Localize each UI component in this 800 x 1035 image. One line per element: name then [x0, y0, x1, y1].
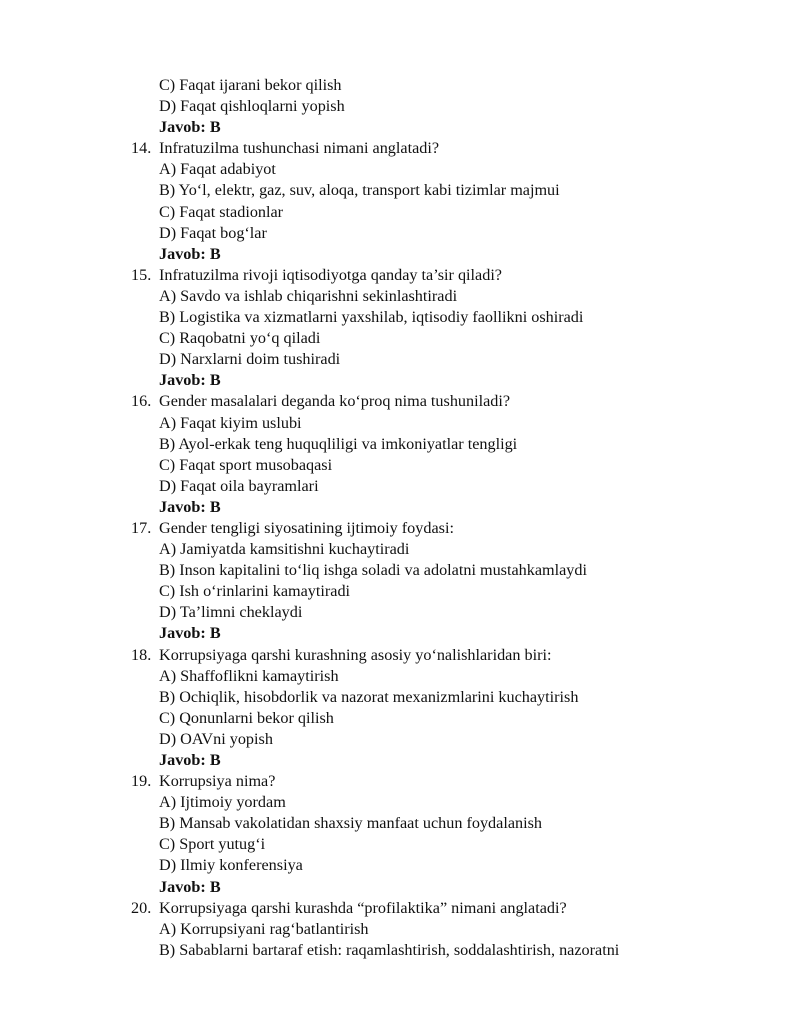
option-d: D) Ilmiy konferensiya: [159, 856, 303, 875]
question-body: Korrupsiyaga qarshi kurashda “profilaktika” nimani anglatadi?: [159, 898, 567, 917]
question-number: 15.: [131, 265, 152, 284]
answer: Javob: B: [159, 497, 221, 516]
question-number: 19.: [131, 772, 152, 791]
question-body: Gender tengligi siyosatining ijtimoiy foydasi:: [159, 518, 454, 537]
option-a: A) Ijtimoiy yordam: [159, 793, 286, 812]
answer: Javob: B: [159, 118, 221, 137]
option-d: D) Faqat oila bayramlari: [159, 476, 319, 495]
question-body: Infratuzilma rivoji iqtisodiyotga qanday ta’sir qiladi?: [159, 265, 502, 284]
question-body: Korrupsiyaga qarshi kurashning asosiy yo‘nalishlaridan biri:: [159, 645, 552, 664]
question-body: Korrupsiya nima?: [159, 772, 276, 791]
question-17: [0, 518, 800, 645]
option-b: B) Ochiqlik, hisobdorlik va nazorat mexanizmlarini kuchaytirish: [159, 687, 579, 706]
option-c: C) Sport yutug‘i: [159, 835, 266, 854]
option-a: A) Faqat adabiyot: [159, 160, 276, 179]
option-a: A) Jamiyatda kamsitishni kuchaytiradi: [159, 540, 410, 559]
question-20: [0, 898, 800, 961]
answer: Javob: B: [159, 371, 221, 390]
question-text: [0, 771, 800, 792]
question-number: 17.: [131, 518, 152, 537]
option-a: A) Korrupsiyani rag‘batlantirish: [159, 919, 369, 938]
question-19: [0, 771, 800, 898]
answer: Javob: B: [159, 877, 221, 896]
option-c: C) Faqat stadionlar: [159, 202, 284, 221]
option-d: D) Narxlarni doim tushiradi: [159, 350, 341, 369]
option-d: D) Faqat bog‘lar: [159, 223, 267, 242]
option-c: C) Ish o‘rinlarini kamaytiradi: [159, 582, 351, 601]
question-number: 18.: [131, 645, 152, 664]
question-16: [0, 391, 800, 518]
option-c: C) Faqat ijarani bekor qilish: [159, 76, 342, 94]
option-b: B) Yo‘l, elektr, gaz, suv, aloqa, transport kabi tizimlar majmui: [159, 181, 560, 200]
option-b: B) Ayol-erkak teng huquqliligi va imkoniyatlar tengligi: [159, 434, 518, 453]
question-text: [0, 898, 800, 919]
question-13-tail: [0, 75, 800, 138]
question-number: 20.: [131, 898, 152, 917]
question-14: [0, 138, 800, 265]
option-b: B) Logistika va xizmatlarni yaxshilab, iqtisodiy faollikni oshiradi: [159, 308, 584, 327]
document-page: [0, 75, 800, 961]
answer: Javob: B: [159, 624, 221, 643]
question-text: [0, 265, 800, 286]
option-a: A) Savdo va ishlab chiqarishni sekinlashtiradi: [159, 286, 458, 305]
question-18: [0, 645, 800, 772]
question-body: Infratuzilma tushunchasi nimani anglatadi?: [159, 139, 440, 158]
answer: Javob: B: [159, 751, 221, 769]
option-b: B) Mansab vakolatidan shaxsiy manfaat uchun foydalanish: [159, 814, 543, 833]
option-a: A) Shaffoflikni kamaytirish: [159, 666, 339, 685]
question-number: 14.: [131, 139, 152, 158]
option-c: C) Qonunlarni bekor qilish: [159, 708, 334, 727]
option-d: D) Ta’limni cheklaydi: [159, 603, 303, 622]
option-a: A) Faqat kiyim uslubi: [159, 413, 302, 432]
option-b: B) Sabablarni bartaraf etish: raqamlashtirish, soddalashtirish, nazoratni: [159, 940, 620, 959]
answer: Javob: B: [159, 244, 221, 263]
question-15: [0, 265, 800, 392]
question-text: [0, 391, 800, 412]
option-b: B) Inson kapitalini to‘liq ishga soladi va adolatni mustahkamlaydi: [159, 561, 587, 580]
option-d: D) Faqat qishloqlarni yopish: [159, 97, 345, 116]
option-d: D) OAVni yopish: [159, 729, 273, 748]
question-text: [0, 645, 800, 666]
option-c: C) Faqat sport musobaqasi: [159, 455, 333, 474]
question-text: [0, 518, 800, 539]
option-c: C) Raqobatni yo‘q qiladi: [159, 329, 321, 348]
question-number: 16.: [131, 392, 152, 411]
question-body: Gender masalalari deganda ko‘proq nima tushuniladi?: [159, 392, 511, 411]
question-text: [0, 138, 800, 159]
